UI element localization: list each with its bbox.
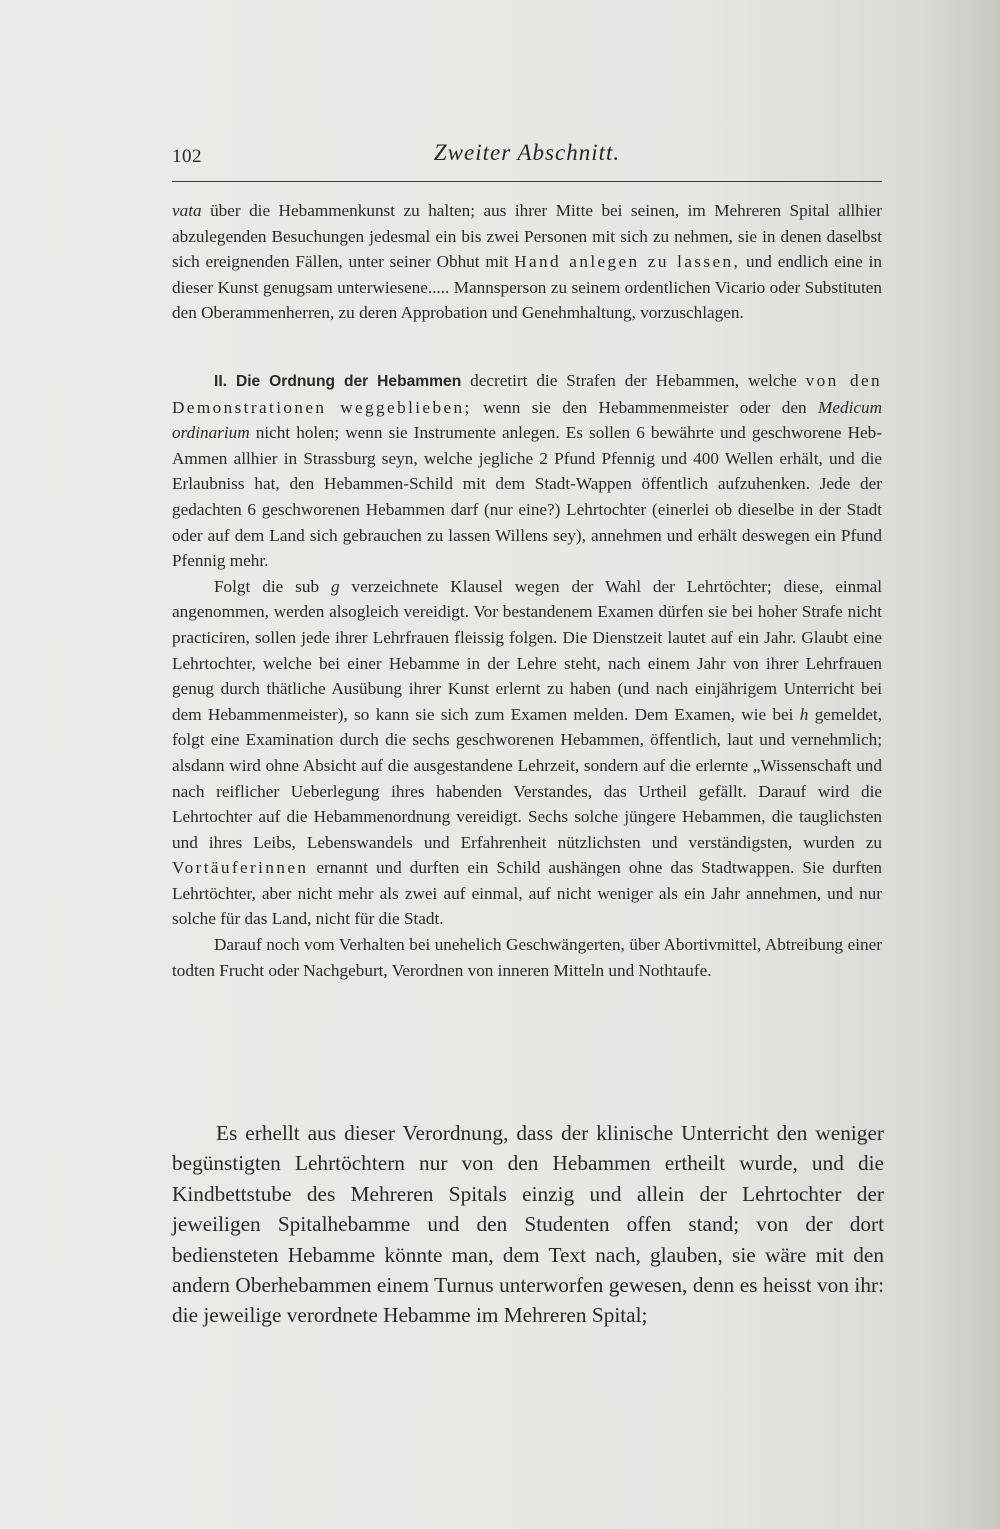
text-run: decretirt die Strafen der Hebammen, welche	[461, 371, 806, 390]
header-rule	[172, 181, 882, 182]
paragraph	[172, 574, 882, 932]
italic-text: g	[331, 576, 340, 596]
section-heading: II. Die Ordnung der Hebammen	[214, 373, 462, 390]
spaced-text: Vortäuferinnen	[172, 858, 309, 878]
spaced-text: Hand anlegen zu lassen,	[514, 252, 741, 272]
body-text-block	[172, 1118, 884, 1331]
text-run: wenn sie den Hebammenmeister oder den	[471, 397, 819, 417]
paragraph: Darauf noch vom Verhalten bei unehelich Geschwängerten, über Abortivmittel, Abtreibung einer todten Frucht oder Nachgeburt, Verordnen von inneren Mitteln und Nothtaufe.	[172, 935, 882, 980]
paragraph	[172, 368, 882, 574]
text-run: verzeichnete Klausel wegen der Wahl der Lehrtöchter; diese, einmal angenommen, werden alsogleich vereidigt. Vor bestandenem Examen dürfen sie bei hoher Strafe nicht practiciren, sollen jede ihrer Lehrfrauen fleissig folgen. Die Dienstzeit lautet auf ein Jahr. Glaubt eine Lehrtochter, welche bei einer Hebamme in der Lehre steht, nach einem Jahr von ihrer Lehrfrauen genug durch thätliche Ausübung ihrer Kunst erlernt zu haben (und nach einjährigem Unterricht bei dem Hebammenmeister), so kann sie sich zum Examen melden. Dem Examen, wie bei	[172, 576, 882, 724]
quoted-text-block-1	[172, 198, 882, 326]
spaced-text: von den Demonstrationen weggeblieben;	[172, 371, 882, 417]
text-run: ernannt und durften ein Schild aushängen ohne das Stadtwappen. Sie durften Lehrtöchter, aber nicht mehr als zwei auf einmal, auf nicht weniger als ein Jahr annehmen, und nur solche für das Land, nicht für die Stadt.	[172, 858, 882, 929]
running-title: Zweiter Abschnitt.	[433, 140, 621, 165]
text-run: Folgt die sub	[214, 576, 331, 596]
paragraph	[172, 198, 882, 326]
page-number: 102	[172, 146, 202, 167]
text-run: gemeldet, folgt eine Examination durch die sechs geschworenen Hebammen, öffentlich, laut und vernehmlich; alsdann wird ohne Absicht auf die ausgestandene Lehrzeit, sondern auf die erlernte „Wissenschaft und nach reiflicher Ueberlegung ihres habenden Verstandes, das Urtheil gefällt. Darauf wird die Lehrtochter auf die Hebammenordnung vereidigt. Sechs solche jüngere Hebammen, die tauglichsten und ihres Leibs, Lebenswandels und Erfahrenheit nützlichsten und verständigsten, wurden zu	[172, 704, 882, 852]
text-run: nicht holen; wenn sie Instrumente anlegen. Es sollen 6 bewährte und geschworene Heb-Ammen allhier in Strassburg seyn, welche jegliche 2 Pfund Pfennig und 400 Wellen erhält, und die Erlaubniss hat, den Hebammen-Schild mit dem Stadt-Wappen öffentlich aufzuhenken. Jede der gedachten 6 geschworenen Hebammen darf (nur eine?) Lehrtochter (einerlei ob dieselbe in der Stadt oder auf dem Land sich gebrauchen zu lassen Willens sey), annehmen und erhält deswegen ein Pfund Pfennig mehr.	[172, 423, 882, 571]
italic-text: vata	[172, 201, 202, 220]
text-run: über die Hebammenkunst zu halten; aus ihrer Mitte bei seinen, im Mehreren Spital allhier abzulegenden Besuchungen jedesmal ein bis zwei Personen mit sich zu nehmen, sie in denen daselbst sich ereignenden Fällen, unter seiner Obhut mit	[172, 201, 882, 272]
paragraph: Es erhellt aus dieser Verordnung, dass der klinische Unterricht den weniger begünstigten Lehrtöchtern nur von den Hebammen ertheilt wurde, und die Kindbettstube des Mehreren Spitals einzig und allein der Lehrtochter der jeweiligen Spitalhebamme und den Studenten offen stand; von der dort bediensteten Hebamme könnte man, dem Text nach, glauben, sie wäre mit den andern Oberhebammen einem Turnus unterworfen gewesen, denn es heisst von ihr: die jeweilige verordnete Hebamme im Mehreren Spital;	[172, 1121, 884, 1328]
italic-text: h	[799, 704, 809, 724]
italic-text: Medicum ordinarium	[172, 397, 882, 443]
quoted-text-block-2	[172, 368, 882, 983]
page-header	[172, 140, 882, 174]
text-run: und endlich eine in dieser Kunst genugsam unterwiesene..... Mannsperson zu seinem ordentlichen Vicario oder Substituten den Oberammenherren, zu deren Approbation und Genehmhaltung, vorzuschlagen.	[172, 252, 882, 323]
